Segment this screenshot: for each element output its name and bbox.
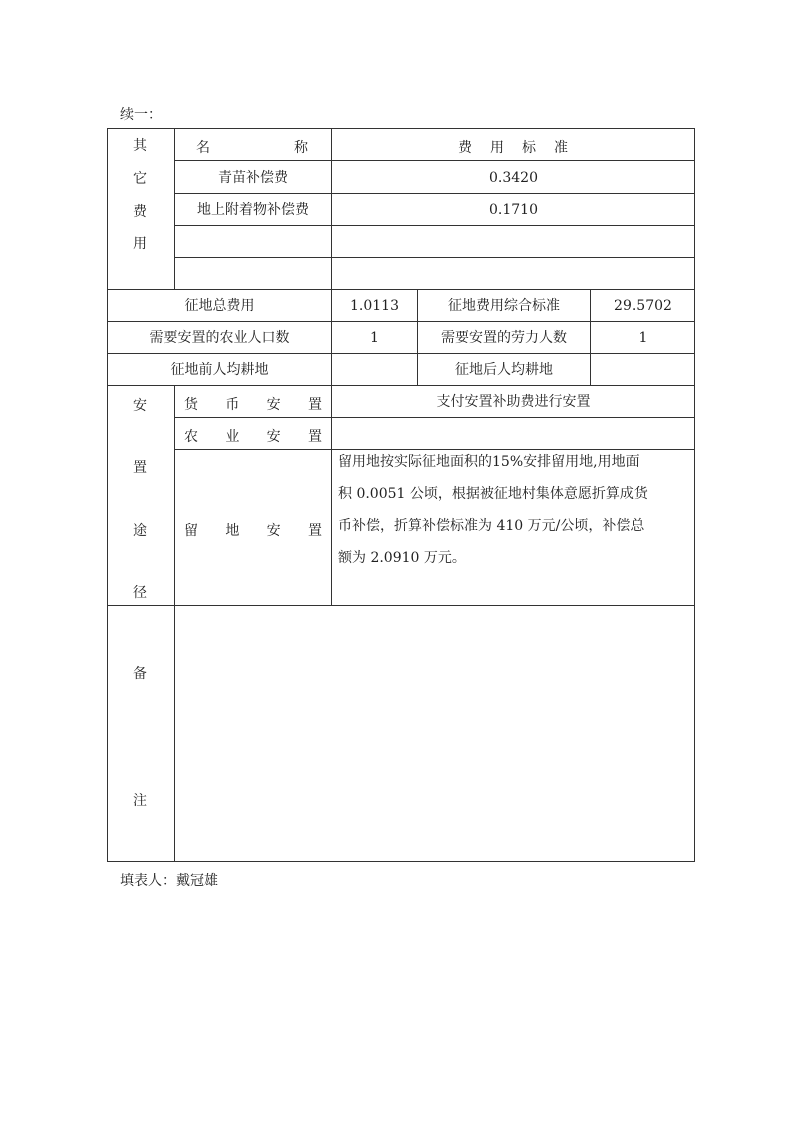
total-cost-label: 征地总费用 bbox=[184, 298, 255, 314]
detail-line: 留用地按实际征地面积的15%安排留用地,用地面 bbox=[338, 454, 640, 470]
table-line bbox=[174, 193, 695, 194]
composite-standard-value: 29.5702 bbox=[614, 298, 672, 314]
other-fees-char: 用 bbox=[133, 236, 147, 252]
fee-standard: 0.3420 bbox=[489, 170, 538, 186]
composite-standard-label: 征地费用综合标准 bbox=[448, 298, 560, 314]
continuation-label: 续一： bbox=[120, 107, 162, 123]
method-reserved-land: 留 地 安 置 bbox=[184, 523, 322, 539]
table-line bbox=[107, 385, 695, 386]
table-line bbox=[174, 417, 695, 418]
farmland-before-label: 征地前人均耕地 bbox=[170, 362, 269, 378]
farm-population-value: 1 bbox=[370, 330, 379, 346]
labor-count-label: 需要安置的劳力人数 bbox=[441, 330, 567, 346]
labor-count-value: 1 bbox=[638, 330, 648, 346]
reserved-land-detail bbox=[338, 446, 692, 574]
table-line bbox=[174, 225, 695, 226]
col-standard-header: 费 用 标 准 bbox=[458, 140, 568, 156]
resettlement-char: 径 bbox=[133, 585, 147, 601]
fee-standard: 0.1710 bbox=[489, 202, 538, 218]
table-line bbox=[174, 257, 695, 258]
fee-name: 青苗补偿费 bbox=[218, 170, 288, 186]
other-fees-char: 其 bbox=[133, 138, 147, 154]
other-fees-char: 它 bbox=[133, 171, 147, 187]
form-filler: 填表人：戴冠雄 bbox=[120, 873, 218, 889]
resettlement-char: 置 bbox=[133, 460, 147, 476]
other-fees-char: 费 bbox=[133, 204, 147, 220]
detail-line: 币补偿，折算补偿标准为 410 万元/公顷，补偿总 bbox=[338, 518, 645, 534]
table-line bbox=[107, 321, 695, 322]
fee-name: 地上附着物补偿费 bbox=[197, 202, 309, 218]
detail-line: 额为 2.0910 万元。 bbox=[338, 550, 466, 566]
total-cost-value: 1.0113 bbox=[350, 298, 399, 314]
table-line bbox=[107, 605, 695, 606]
method-monetary-detail: 支付安置补助费进行安置 bbox=[436, 394, 591, 410]
col-name-header: 名 称 bbox=[196, 140, 308, 156]
table-line bbox=[174, 160, 695, 161]
farm-population-label: 需要安置的农业人口数 bbox=[149, 330, 290, 346]
table-line bbox=[107, 353, 695, 354]
method-agricultural: 农 业 安 置 bbox=[184, 429, 322, 445]
table-line bbox=[331, 385, 332, 605]
remarks-char: 注 bbox=[133, 793, 147, 809]
table-line bbox=[174, 385, 175, 861]
method-monetary: 货 币 安 置 bbox=[184, 397, 322, 413]
resettlement-char: 安 bbox=[133, 398, 147, 414]
table-line bbox=[107, 289, 695, 290]
detail-line: 积 0.0051 公顷，根据被征地村集体意愿折算成货 bbox=[338, 486, 648, 502]
resettlement-char: 途 bbox=[133, 523, 147, 539]
remarks-char: 备 bbox=[133, 666, 147, 682]
farmland-after-label: 征地后人均耕地 bbox=[455, 362, 553, 378]
